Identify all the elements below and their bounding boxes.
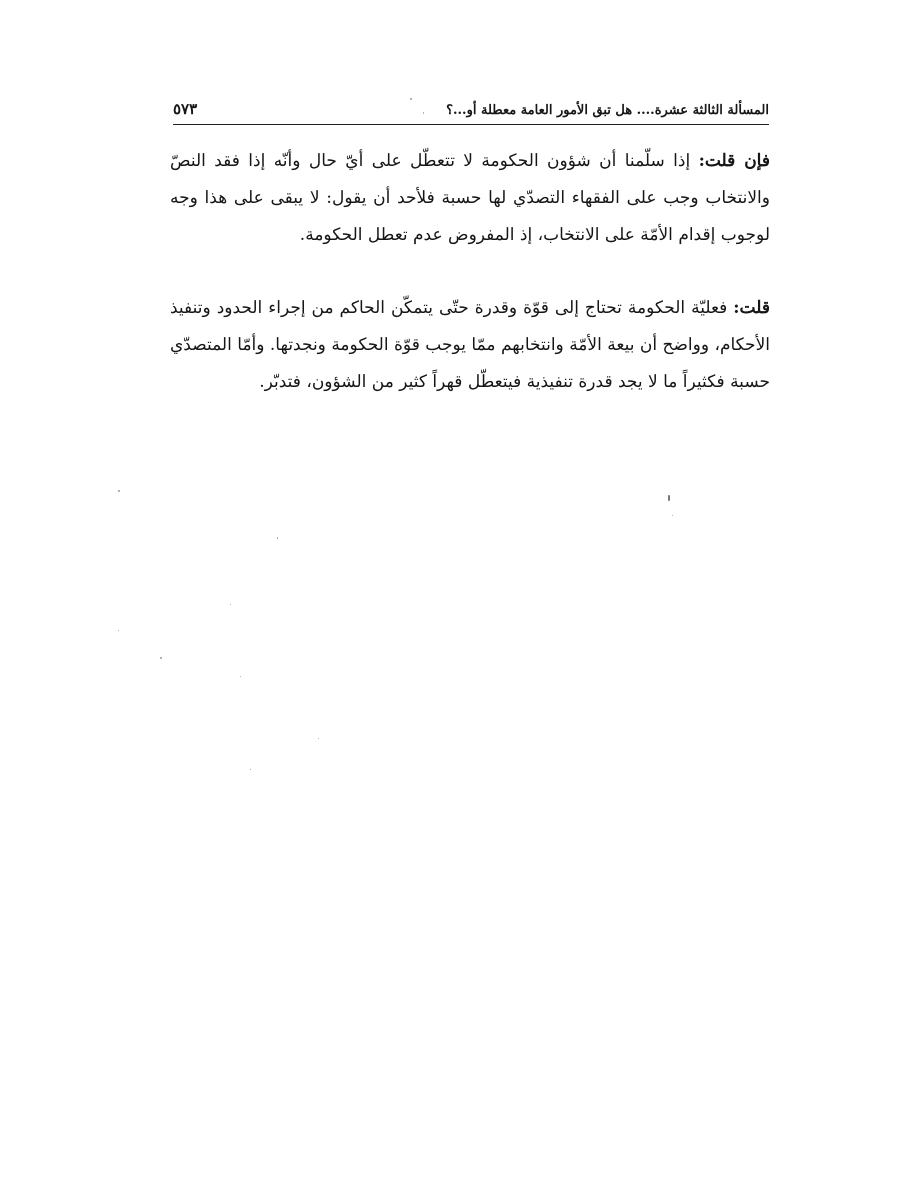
running-title: المسألة الثالثة عشرة.... هل تبق الأمور العامة معطلة أو...؟	[446, 103, 769, 118]
scan-speck	[318, 738, 319, 739]
paragraph-lead: قلت:	[733, 298, 770, 318]
page-header	[173, 92, 769, 124]
scan-speck	[118, 630, 119, 631]
paragraph-lead: فإن قلت:	[698, 151, 770, 171]
scan-speck	[410, 98, 412, 100]
paragraph-text: فعليّة الحكومة تحتاج إلى قوّة وقدرة حتّى يتمكّن الحاكم من إجراء الحدود وتنفيذ الأحكام، وواضح أن بيعة الأمّة وانتخابهم ممّا يوجب قوّة الحكومة ونجدتها. وأمّا المتصدّي حسبة فكثيراً ما لا يجد قدرة تنفيذية فيتعطّل قهراً كثير من الشؤون، فتدبّر.	[170, 298, 770, 392]
scan-speck	[277, 537, 278, 539]
scan-speck	[160, 657, 162, 659]
scan-speck	[672, 515, 673, 516]
paragraph-answer	[170, 290, 770, 401]
scan-speck	[240, 676, 241, 677]
scan-speck	[250, 769, 251, 770]
scan-speck	[230, 604, 231, 605]
scan-speck	[118, 490, 120, 492]
paragraph-objection	[170, 143, 770, 254]
body-text	[170, 143, 770, 401]
page-number: ٥٧٣	[173, 100, 198, 118]
scan-speck	[668, 495, 670, 501]
scan-speck	[423, 112, 424, 114]
header-rule	[173, 124, 769, 125]
paragraph-text: إذا سلّمنا أن شؤون الحكومة لا تتعطّل على أيّ حال وأنّه إذا فقد النصّ والانتخاب وجب على الفقهاء التصدّي لها حسبة فلأحد أن يقول: لا يبقى على هذا وجه لوجوب إقدام الأمّة على الانتخاب، إذ المفروض عدم تعطل الحكومة.	[170, 151, 770, 245]
